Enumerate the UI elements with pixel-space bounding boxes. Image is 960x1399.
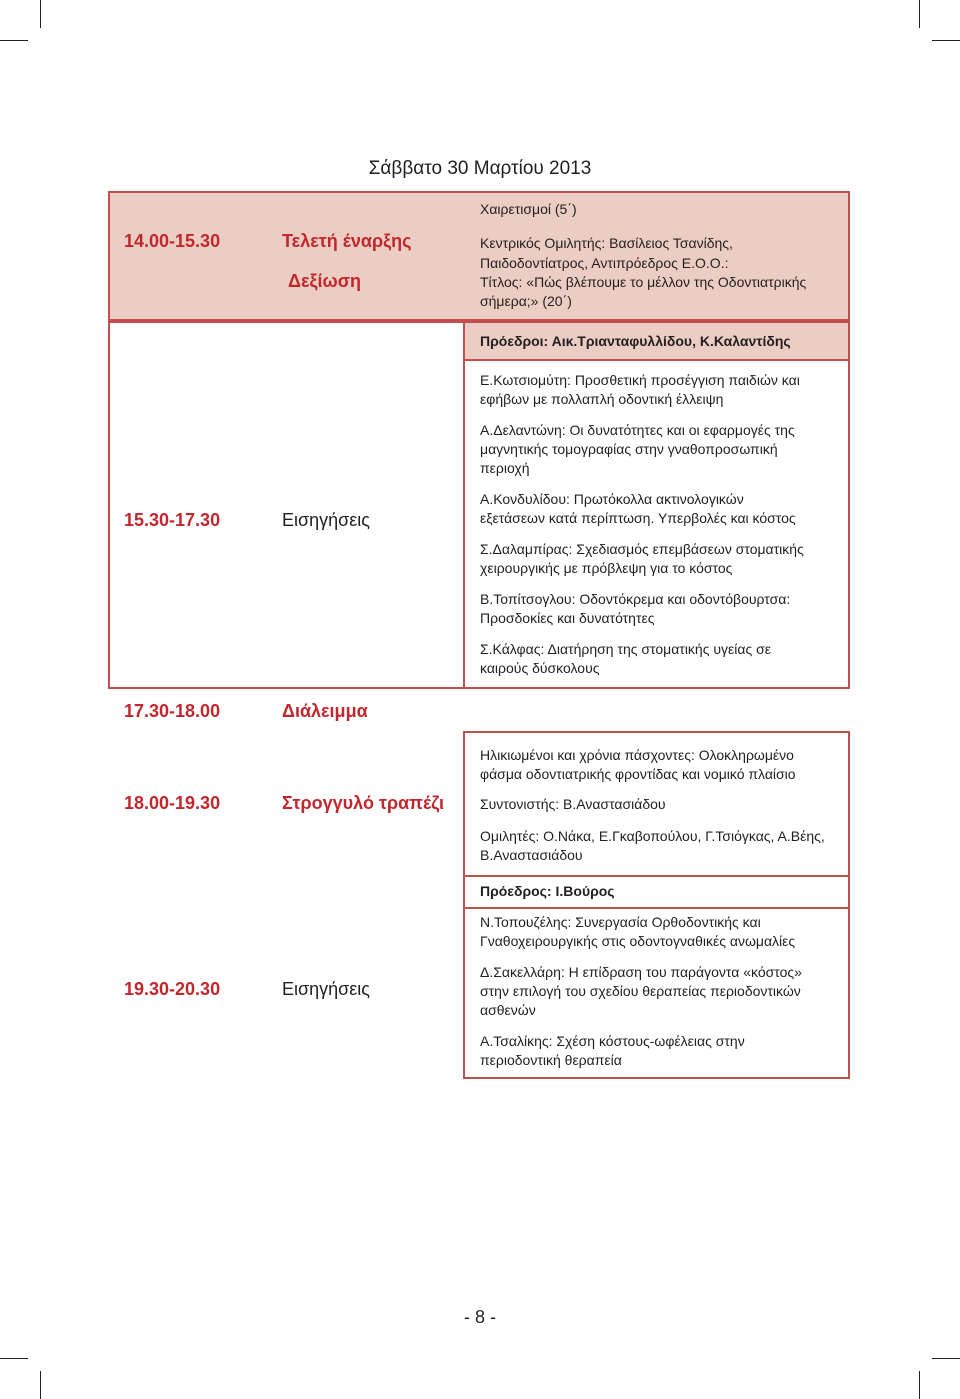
talk-item: Β.Τοπίτσογλου: Οδοντόκρεμα και οδοντόβουρτσα: bbox=[480, 591, 791, 607]
talk-item: Σ.Δαλαμπίρας: Σχεδιασμός επεμβάσεων στοματικής bbox=[480, 541, 804, 557]
talk-item: Α.Δελαντώνη: Οι δυνατότητες και οι εφαρμογές της bbox=[480, 422, 795, 438]
talk-item: Δ.Σακελλάρη: Η επίδραση του παράγοντα «κόστος» bbox=[480, 964, 802, 980]
opening-line: Τίτλος: «Πώς βλέπουμε το μέλλον της Οδοντιατρικής bbox=[480, 274, 807, 290]
talk-item: Α.Κονδυλίδου: Πρωτόκολλα ακτινολογικών bbox=[480, 491, 744, 507]
crop-mark bbox=[0, 1358, 28, 1359]
break-time: 17.30-18.00 bbox=[124, 701, 221, 721]
talk-item: Προσδοκίες και δυνατότητες bbox=[480, 610, 655, 626]
talk-item: Α.Τσαλίκης: Σχέση κόστους-ωφέλειας στην bbox=[480, 1033, 745, 1049]
talk-item: στην επιλογή του σχεδίου θεραπείας περιοδοντικών bbox=[480, 983, 801, 999]
roundtable-topic: φάσμα οδοντιατρικής φροντίδας και νομικό πλαίσιο bbox=[480, 766, 796, 782]
lectures-chairs: Πρόεδροι: Αικ.Τριανταφυλλίδου, Κ.Καλαντίδης bbox=[480, 333, 791, 349]
opening-subtitle: Δεξίωση bbox=[288, 271, 362, 291]
page-number: - 8 - bbox=[463, 1307, 496, 1327]
opening-time: 14.00-15.30 bbox=[124, 231, 221, 251]
talk-item: εξετάσεων κατά περίπτωση. Υπερβολές και κόστος bbox=[480, 510, 796, 526]
roundtable-title: Στρογγυλό τραπέζι bbox=[282, 793, 444, 813]
crop-mark bbox=[919, 0, 920, 28]
roundtable-speakers: Β.Αναστασιάδου bbox=[480, 847, 583, 863]
opening-greetings: Χαιρετισμοί (5΄) bbox=[480, 201, 577, 217]
talk-item: καιρούς δύσκολους bbox=[480, 660, 600, 676]
crop-mark bbox=[932, 1358, 960, 1359]
talk-item: Σ.Κάλφας: Διατήρηση της στοματικής υγείας σε bbox=[480, 641, 771, 657]
talk-item: Ν.Τοπουζέλης: Συνεργασία Ορθοδοντικής και bbox=[480, 914, 761, 930]
talk-item: μαγνητικής τομογραφίας στην γναθοπροσωπική bbox=[480, 441, 778, 457]
opening-line: Παιδοδοντίατρος, Αντιπρόεδρος Ε.Ο.Ο.: bbox=[480, 255, 729, 271]
crop-mark bbox=[919, 1371, 920, 1399]
lectures2-time: 19.30-20.30 bbox=[124, 979, 221, 999]
crop-mark bbox=[0, 40, 28, 41]
opening-title: Τελετή έναρξης bbox=[282, 231, 412, 251]
break-title: Διάλειμμα bbox=[282, 701, 368, 721]
page-date-heading: Σάββατο 30 Μαρτίου 2013 bbox=[368, 158, 592, 179]
talk-item: Ε.Κωτσιομύτη: Προσθετική προσέγγιση παιδιών και bbox=[480, 372, 800, 388]
talk-item: περιοχή bbox=[480, 460, 530, 476]
roundtable-moderator: Συντονιστής: Β.Αναστασιάδου bbox=[480, 796, 666, 812]
talk-item: περιοδοντική θεραπεία bbox=[480, 1052, 622, 1068]
talk-item: Γναθοχειρουργικής στις οδοντογναθικές ανωμαλίες bbox=[480, 933, 796, 949]
lectures-time: 15.30-17.30 bbox=[124, 510, 221, 530]
lectures2-title: Εισηγήσεις bbox=[282, 979, 370, 999]
crop-mark bbox=[40, 1371, 41, 1399]
talk-item: ασθενών bbox=[480, 1002, 536, 1018]
roundtable-speakers: Ομιλητές: Ο.Νάκα, Ε.Γκαβοπούλου, Γ.Τσιόγκας, Α.Βέης, bbox=[480, 828, 825, 844]
roundtable-time: 18.00-19.30 bbox=[124, 793, 221, 813]
opening-line: σήμερα;» (20΄) bbox=[480, 293, 572, 309]
crop-mark bbox=[40, 0, 41, 28]
lectures2-chair: Πρόεδρος: Ι.Βούρος bbox=[480, 883, 615, 899]
lectures-title: Εισηγήσεις bbox=[282, 510, 370, 530]
talk-item: εφήβων με πολλαπλή οδοντική έλλειψη bbox=[480, 391, 724, 407]
roundtable-topic: Ηλικιωμένοι και χρόνια πάσχοντες: Ολοκληρωμένο bbox=[480, 747, 794, 763]
opening-line: Κεντρικός Ομιλητής: Βασίλειος Τσανίδης, bbox=[480, 235, 733, 251]
crop-mark bbox=[932, 40, 960, 41]
talk-item: χειρουργικής με πρόβλεψη για το κόστος bbox=[480, 560, 733, 576]
